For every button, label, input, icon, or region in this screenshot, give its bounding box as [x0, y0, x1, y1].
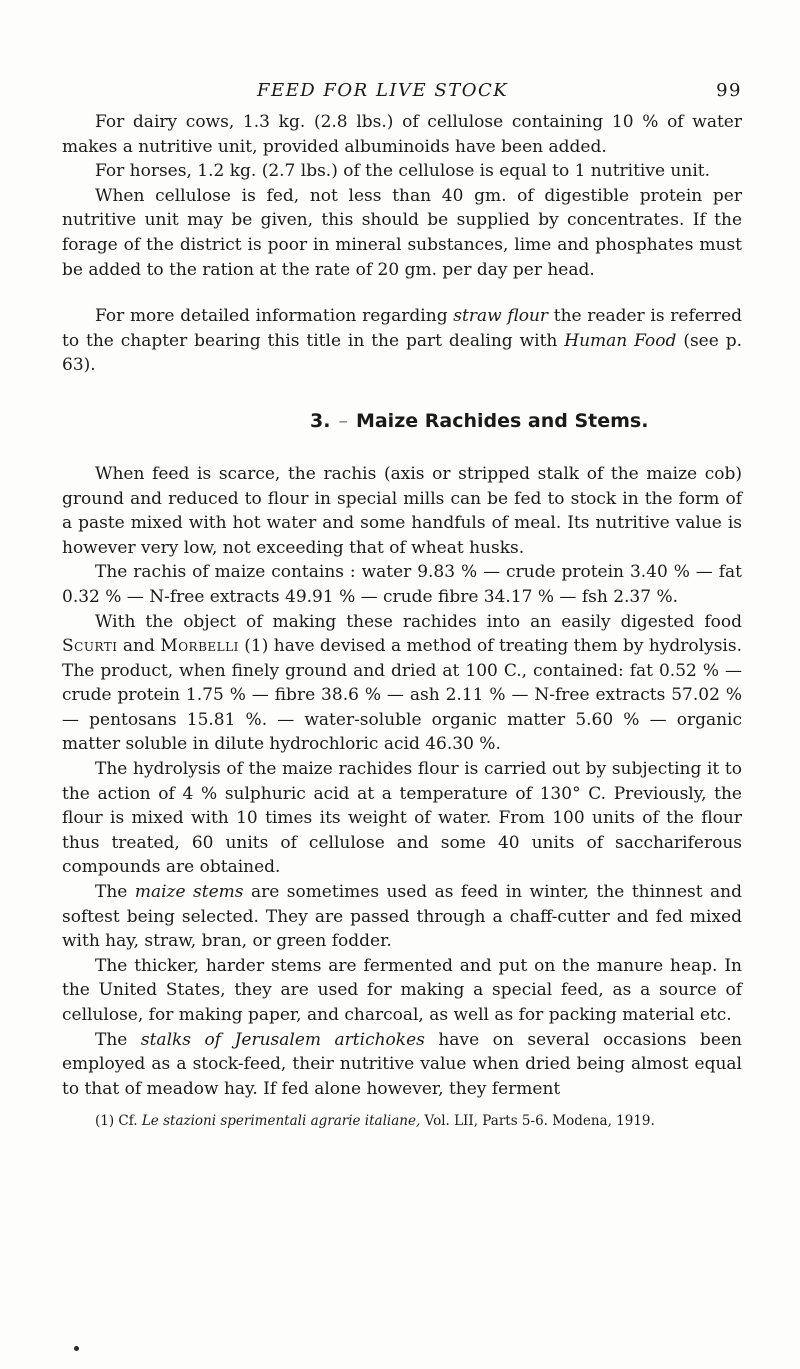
- text-run: (1) have devised a method of treating them by hydrolysis. The product, when finely ground and dried at 100 C., contained: fat 0.52 % — crude protein 1.75 % — fibre 38.6 % — ash 2.11 % — N-free extracts 57.02 % — pentosans 15.81 %. — water-soluble organic matter 5.60 % — organic matter soluble in dilute hydrochloric acid 46.30 %.: [62, 636, 742, 755]
- section-heading: [62, 410, 742, 432]
- paragraph-protein-minerals: When cellulose is fed, not less than 40 gm. of digestible protein per nutritive unit may be given, this should be supplied by concentrates. If the forage of the district is poor in mineral substances, lime and phosphates must be added to the ration at the rate of 20 gm. per day per head.: [62, 185, 742, 280]
- section-number: 3.: [310, 409, 331, 432]
- paragraph-hydrolysis-process: The hydrolysis of the maize rachides flour is carried out by subjecting it to the action of 4 % sulphuric acid at a temperature of 130° C. Previously, the flour is mixed with 10 times its weight of water. From 100 units of the flour thus treated, 60 units of cellulose and some 40 units of sacchariferous compounds are obtained.: [62, 759, 742, 878]
- text-run: The: [95, 882, 135, 903]
- footnote-marker: (1) Cf.: [95, 1113, 142, 1130]
- term-straw-flour: straw flour: [453, 306, 549, 327]
- paragraph-artichoke-stalks: [62, 1028, 742, 1102]
- paragraph-horses: For horses, 1.2 kg. (2.7 lbs.) of the cellulose is equal to 1 nutritive unit.: [95, 161, 711, 182]
- footnote-details: Vol. LII, Parts 5-6. Modena, 1919.: [420, 1113, 655, 1130]
- section-dash: –: [338, 409, 348, 432]
- book-page: [62, 0, 742, 1131]
- text-run: are sometimes used as feed in winter, the thinnest and softest being selected. They are passed through a chaff-cutter and fed mixed with hay, straw, bran, or green fodder.: [62, 882, 742, 952]
- text-run: (see p. 63).: [62, 330, 743, 376]
- text-run: The: [95, 1029, 141, 1050]
- text-run: have on several occasions been employed as a stock-feed, their nutritive value when dried being almost equal to that of meadow hay. If fed alone however, they ferment: [62, 1029, 742, 1099]
- author-scurti: Scurti: [62, 636, 118, 657]
- paragraph-straw-flour: [62, 304, 742, 378]
- text-run: and: [117, 636, 161, 657]
- reference-human-food: Human Food: [564, 330, 677, 351]
- text-run: the reader is referred to the chapter bearing this title in the part dealing with: [62, 306, 743, 351]
- section-title: Maize Rachides and Stems.: [355, 409, 649, 432]
- running-header: [62, 80, 742, 110]
- paragraph-hydrolysis-method: [62, 610, 742, 758]
- ink-speck: [74, 1346, 79, 1351]
- paragraph-dairy-cows: For dairy cows, 1.3 kg. (2.8 lbs.) of cellulose containing 10 % of water makes a nutritive unit, provided albuminoids have been added.: [62, 112, 742, 157]
- running-title: FEED FOR LIVE STOCK: [257, 80, 509, 101]
- page-number: 99: [716, 80, 742, 101]
- paragraph-rachis-composition: The rachis of maize contains : water 9.83 % — crude protein 3.40 % — fat 0.32 % — N-free extracts 49.91 % — crude fibre 34.17 % — fsh 2.37 %.: [62, 562, 742, 607]
- text-run: For more detailed information regarding: [95, 306, 454, 327]
- term-artichoke-stalks: stalks of Jerusalem artichokes: [140, 1029, 425, 1050]
- paragraph-thicker-stems: The thicker, harder stems are fermented and put on the manure heap. In the United States, they are used for making a special feed, as a source of cellulose, for making paper, and charcoal, as well as for packing material etc.: [62, 955, 742, 1025]
- paragraph-maize-stems: [62, 880, 742, 954]
- paragraph-rachis-feed: When feed is scarce, the rachis (axis or stripped stalk of the maize cob) ground and reduced to flour in special mills can be fed to stock in the form of a paste mixed with hot water and some handfuls of meal. Its nutritive value is however very low, not exceeding that of wheat husks.: [62, 463, 742, 558]
- footnote: [62, 1111, 742, 1131]
- footnote-source: Le stazioni sperimentali agrarie italiane,: [141, 1113, 421, 1130]
- term-maize-stems: maize stems: [134, 882, 244, 903]
- author-morbelli: Morbelli: [160, 636, 239, 657]
- text-run: With the object of making these rachides into an easily digested food: [95, 611, 742, 632]
